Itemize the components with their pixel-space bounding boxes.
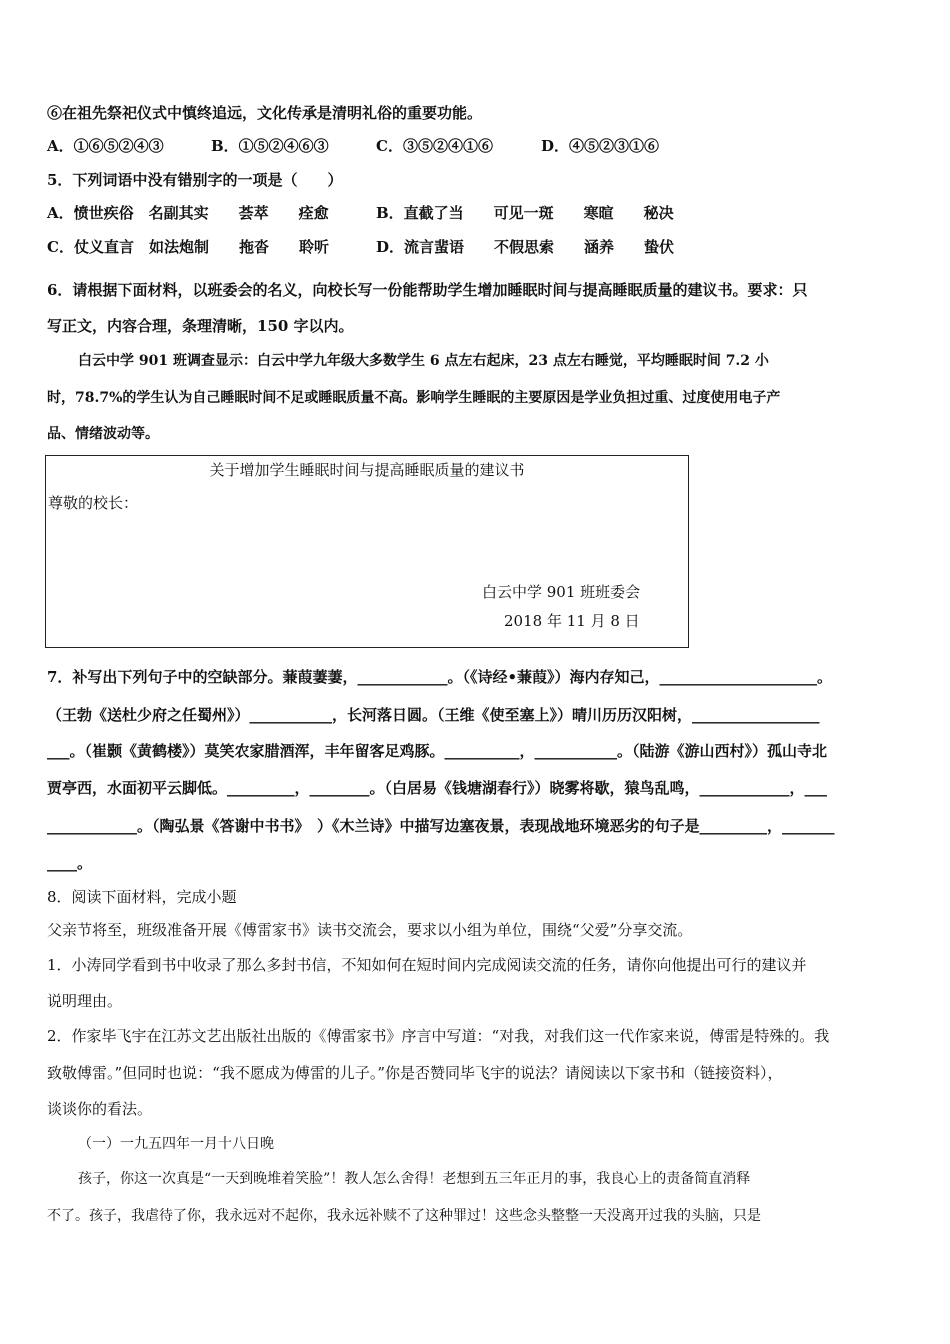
q8-sub2-line-2: 致敬傅雷。”但同时也说：“我不愿成为傅雷的儿子。”你是否赞同毕飞宇的说法？请阅读以下家书和（链接资料）， — [47, 1064, 783, 1082]
q5-option-c: C．仗义直言 如法炮制 拖沓 聆听 — [47, 238, 329, 256]
q5-option-a: A．愤世疾俗 名副其实 荟萃 痊愈 — [47, 204, 329, 222]
q8-letter-heading: （一）一九五四年一月十八日晚 — [78, 1136, 274, 1152]
proposal-title: 关于增加学生睡眠时间与提高睡眠质量的建议书 — [209, 461, 525, 479]
q7-line-4: 贾亭西，水面初平云脚低。_________，________。（白居易《钱塘湖春行》）晓雾将歇，猿鸟乱鸣，____________，___ — [47, 779, 828, 797]
q7-line-5: ____________。（陶弘景《答谢中书书》 ）《木兰诗》中描写边塞夜景，表现战地环境恶劣的句子是_________，_______ — [47, 817, 835, 835]
q5-option-b: B．直截了当 可见一斑 寒暄 秘决 — [376, 204, 674, 222]
q7-line-3: ___。（崔颢《黄鹤楼》）莫笑农家腊酒浑，丰年留客足鸡豚。__________，___________。（陆游《游山西村》）孤山寺北 — [47, 742, 828, 760]
proposal-greeting: 尊敬的校长： — [48, 494, 139, 512]
q4-option-a: A．①⑥⑤②④③ — [47, 137, 164, 155]
q8-sub1-line-2: 说明理由。 — [47, 992, 123, 1010]
q8-intro: 父亲节将至，班级准备开展《傅雷家书》读书交流会，要求以小组为单位，围绕“父爱”分享交流。 — [47, 921, 693, 939]
q7-line-6: ____。 — [47, 854, 93, 872]
q8-sub1-line-1: 1．小涛同学看到书中收录了那么多封书信，不知如何在短时间内完成阅读交流的任务，请你向他提出可行的建议并 — [47, 956, 807, 974]
q8-letter-line-2: 不了。孩子，我虐待了你，我永远对不起你，我永远补赎不了这种罪过！这些念头整整一天没离开过我的头脑，只是 — [47, 1208, 761, 1224]
proposal-date: 2018 年 11 月 8 日 — [504, 612, 640, 630]
q4-option-d: D．④⑤②③①⑥ — [541, 137, 660, 155]
q5-option-d: D．流言蜚语 不假思索 涵养 蛰伏 — [376, 238, 675, 256]
q7-line-2: （王勃《送杜少府之任蜀州》）___________，长河落日圆。（王维《使至塞上》）晴川历历汉阳树，_________________ — [47, 706, 820, 724]
q6-material-line-1: 白云中学 901 班调查显示：白云中学九年级大多数学生 6 点左右起床，23 点左右睡觉，平均睡眠时间 7.2 小 — [78, 353, 769, 369]
q6-stem-line-1: 6．请根据下面材料，以班委会的名义，向校长写一份能帮助学生增加睡眠时间与提高睡眠质量的建议书。要求：只 — [47, 281, 808, 299]
q6-material-line-2: 时，78.7%的学生认为自己睡眠时间不足或睡眠质量不高。影响学生睡眠的主要原因是学业负担过重、过度使用电子产 — [47, 390, 781, 406]
q6-stem-line-2: 写正文，内容合理，条理清晰，150 字以内。 — [47, 317, 354, 335]
q6-material-line-3: 品、情绪波动等。 — [47, 426, 159, 442]
q4-option-c: C．③⑤②④①⑥ — [376, 137, 493, 155]
q4-option-b: B．①⑤②④⑥③ — [211, 137, 329, 155]
q8-sub2-line-3: 谈谈你的看法。 — [47, 1100, 153, 1118]
q8-sub2-line-1: 2．作家毕飞宇在江苏文艺出版社出版的《傅雷家书》序言中写道：“对我，对我们这一代作家来说，傅雷是特殊的。我 — [47, 1027, 830, 1045]
q4-item-6: ⑥在祖先祭祀仪式中慎终追远，文化传承是清明礼俗的重要功能。 — [47, 104, 483, 122]
proposal-answer-box — [45, 455, 689, 648]
proposal-signature: 白云中学 901 班班委会 — [482, 583, 641, 601]
q8-letter-line-1: 孩子，你这一次真是“一天到晚堆着笑脸”！教人怎么舍得！老想到五三年正月的事，我良心上的责备简直消释 — [78, 1171, 751, 1187]
q5-stem: 5．下列词语中没有错别字的一项是（ ） — [47, 171, 343, 189]
q8-stem: 8．阅读下面材料，完成小题 — [47, 888, 237, 906]
q7-line-1: 7．补写出下列句子中的空缺部分。蒹葭萋萋，____________。（《诗经•蒹葭》）海内存知己，_____________________。 — [47, 668, 833, 686]
